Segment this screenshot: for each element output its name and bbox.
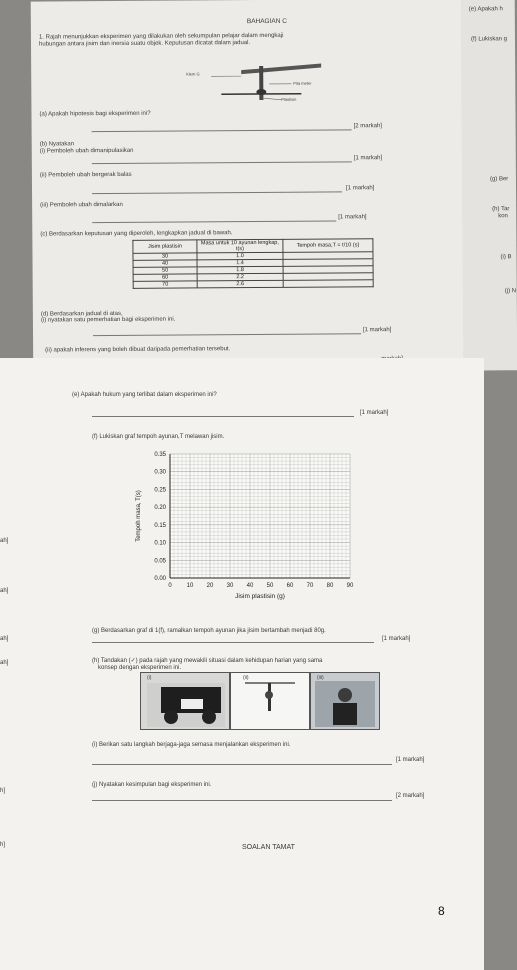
answer-line-d-i[interactable]: [93, 333, 361, 336]
table-row: 30 1.0: [133, 252, 373, 261]
y-tick-label: 0.05: [154, 558, 166, 565]
x-tick-label: 90: [346, 583, 354, 589]
left-edge-text: ah]: [0, 538, 9, 544]
figure-label-clamp: Klem G: [186, 71, 200, 77]
top-worksheet: [31, 0, 517, 374]
left-edge-text: ah]: [0, 588, 9, 594]
table-row: 70 2.6: [133, 280, 373, 289]
page-number: 8: [438, 904, 445, 918]
table-row: 60 2.2: [133, 273, 373, 282]
graph-paper[interactable]: [130, 446, 370, 606]
marks-g: [1 markah]: [382, 636, 411, 642]
answer-line-b-iii[interactable]: [92, 220, 336, 223]
bottom-worksheet: [0, 358, 484, 970]
end-of-questions: SOALAN TAMAT: [242, 844, 295, 851]
edge-text: (h) Tar: [492, 206, 510, 213]
question-a: (a) Apakah hipotesis bagi eksperimen ini?: [39, 110, 151, 118]
x-tick-label: 40: [246, 583, 254, 589]
x-tick-label: 30: [226, 583, 234, 589]
marks-d-i: [1 markah]: [362, 327, 392, 334]
question-b: (b) Nyatakan: [39, 141, 75, 148]
left-edge-text: ah]: [0, 660, 9, 666]
edge-text: (j) N: [504, 288, 517, 295]
edge-text: kon: [498, 213, 508, 220]
table-header: Masa untuk 10 ayunan lengkap, t(s): [197, 239, 283, 253]
adjacent-page-edge: [461, 0, 517, 371]
question-1-intro-2: hubungan antara jisim dan inersia suatu objek. Keputusan dicatat dalam jadual.: [38, 40, 251, 48]
marks-i: [1 markah]: [396, 757, 425, 763]
y-tick-label: 0.00: [154, 576, 166, 582]
edge-text: (e) Apakah h: [468, 6, 503, 13]
graph-area: [170, 454, 350, 578]
answer-line-b-i[interactable]: [92, 161, 352, 164]
table-row: 40 1.4: [133, 259, 373, 268]
answer-line-a[interactable]: [92, 129, 352, 132]
question-h-2: konsep dengan eksperimen ini.: [98, 665, 182, 671]
question-g: (g) Berdasarkan graf di 1(f), ramalkan tempoh ayunan jika jisim bertambah menjadi 80g.: [92, 628, 326, 634]
y-tick-label: 0.35: [154, 452, 166, 458]
question-b-ii: (ii) Pemboleh ubah bergerak balas: [39, 171, 132, 179]
y-axis-label: Tempoh masa, T(s): [136, 490, 142, 542]
marks-a: [2 markah]: [353, 123, 382, 130]
question-b-i: (i) Pemboleh ubah dimanipulasikan: [39, 147, 134, 155]
question-c: (c) Berdasarkan keputusan yang diperoleh, lengkapkan jadual di bawah.: [40, 230, 233, 238]
x-tick-label: 20: [206, 583, 214, 589]
answer-line-g[interactable]: [92, 642, 374, 643]
photo-option-2[interactable]: (ii): [230, 672, 310, 730]
question-h: (h) Tandakan (✓) pada rajah yang mewakili situasi dalam kehidupan harian yang sama: [92, 658, 323, 664]
person-image: [311, 673, 379, 729]
marks-b-ii: [1 markah]: [345, 185, 375, 192]
marks-b-iii: [1 markah]: [338, 214, 367, 221]
marks-b-i: [1 markah]: [353, 155, 383, 162]
marks-j: [2 markah]: [396, 793, 425, 799]
y-tick-label: 0.30: [154, 469, 166, 476]
question-i: (i) Berikan satu langkah berjaga-jaga semasa menjalankan eksperimen ini.: [92, 742, 291, 748]
x-tick-label: 80: [326, 583, 334, 589]
x-tick-label: 10: [186, 583, 194, 589]
edge-text: (i) B: [500, 254, 512, 261]
helicopter-image: [231, 673, 309, 729]
x-axis-label: Jisim plastisin (g): [235, 593, 285, 600]
y-tick-label: 0.25: [154, 487, 166, 494]
edge-text: (g) Ber: [489, 176, 509, 183]
table-header: Jisim plastisin: [133, 240, 197, 253]
question-d: (d) Berdasarkan jadual di atas,: [40, 310, 123, 318]
table-header: Tempoh masa,T = t/10 (s): [283, 239, 373, 253]
answer-line-j[interactable]: [92, 800, 392, 801]
motorcycle-image: [141, 673, 229, 729]
question-e: (e) Apakah hukum yang terlibat dalam eksperimen ini?: [72, 392, 217, 398]
left-edge-text: h]: [0, 842, 6, 848]
photo-option-3[interactable]: (iii): [310, 672, 380, 730]
y-tick-label: 0.15: [154, 522, 166, 529]
figure-label-plasticine: Plastisin: [281, 96, 297, 102]
figure-label-tape: Pita meter: [293, 80, 312, 86]
x-tick-label: 70: [306, 583, 314, 589]
question-b-iii: (iii) Pemboleh ubah dimalarkan: [40, 201, 123, 209]
x-tick-label: 0: [168, 583, 172, 589]
y-tick-label: 0.10: [154, 540, 166, 547]
question-f: (f) Lukiskan graf tempoh ayunan,T melawan jisim.: [92, 434, 225, 440]
x-tick-label: 60: [286, 583, 294, 589]
results-table: [132, 238, 373, 289]
edge-text: (f) Lukiskan g: [470, 36, 508, 43]
answer-line-e[interactable]: [92, 416, 354, 417]
section-title: BAHAGIAN C: [246, 17, 287, 26]
question-d-i: (i) nyatakan satu pemerhatian bagi eksperimen ini.: [40, 316, 176, 324]
question-d-ii: (ii) apakah inferens yang boleh dibuat daripada pemerhatian tersebut.: [45, 346, 231, 354]
question-j: (j) Nyatakan kesimpulan bagi eksperimen ini.: [92, 782, 212, 788]
answer-line-b-ii[interactable]: [92, 191, 342, 194]
answer-line-i[interactable]: [92, 764, 392, 765]
x-tick-label: 50: [266, 583, 274, 589]
photo-option-1[interactable]: (i): [140, 672, 230, 730]
table-row: 50 1.8: [133, 266, 373, 275]
question-1-intro: 1. Rajah menunjukkan eksperimen yang dilakukan oleh sekumpulan pelajar dalam mengkaji: [38, 32, 284, 41]
marks-e: [1 markah]: [360, 410, 389, 416]
y-tick-label: 0.20: [154, 505, 166, 512]
left-edge-text: h]: [0, 788, 6, 794]
left-edge-text: ah]: [0, 636, 9, 642]
